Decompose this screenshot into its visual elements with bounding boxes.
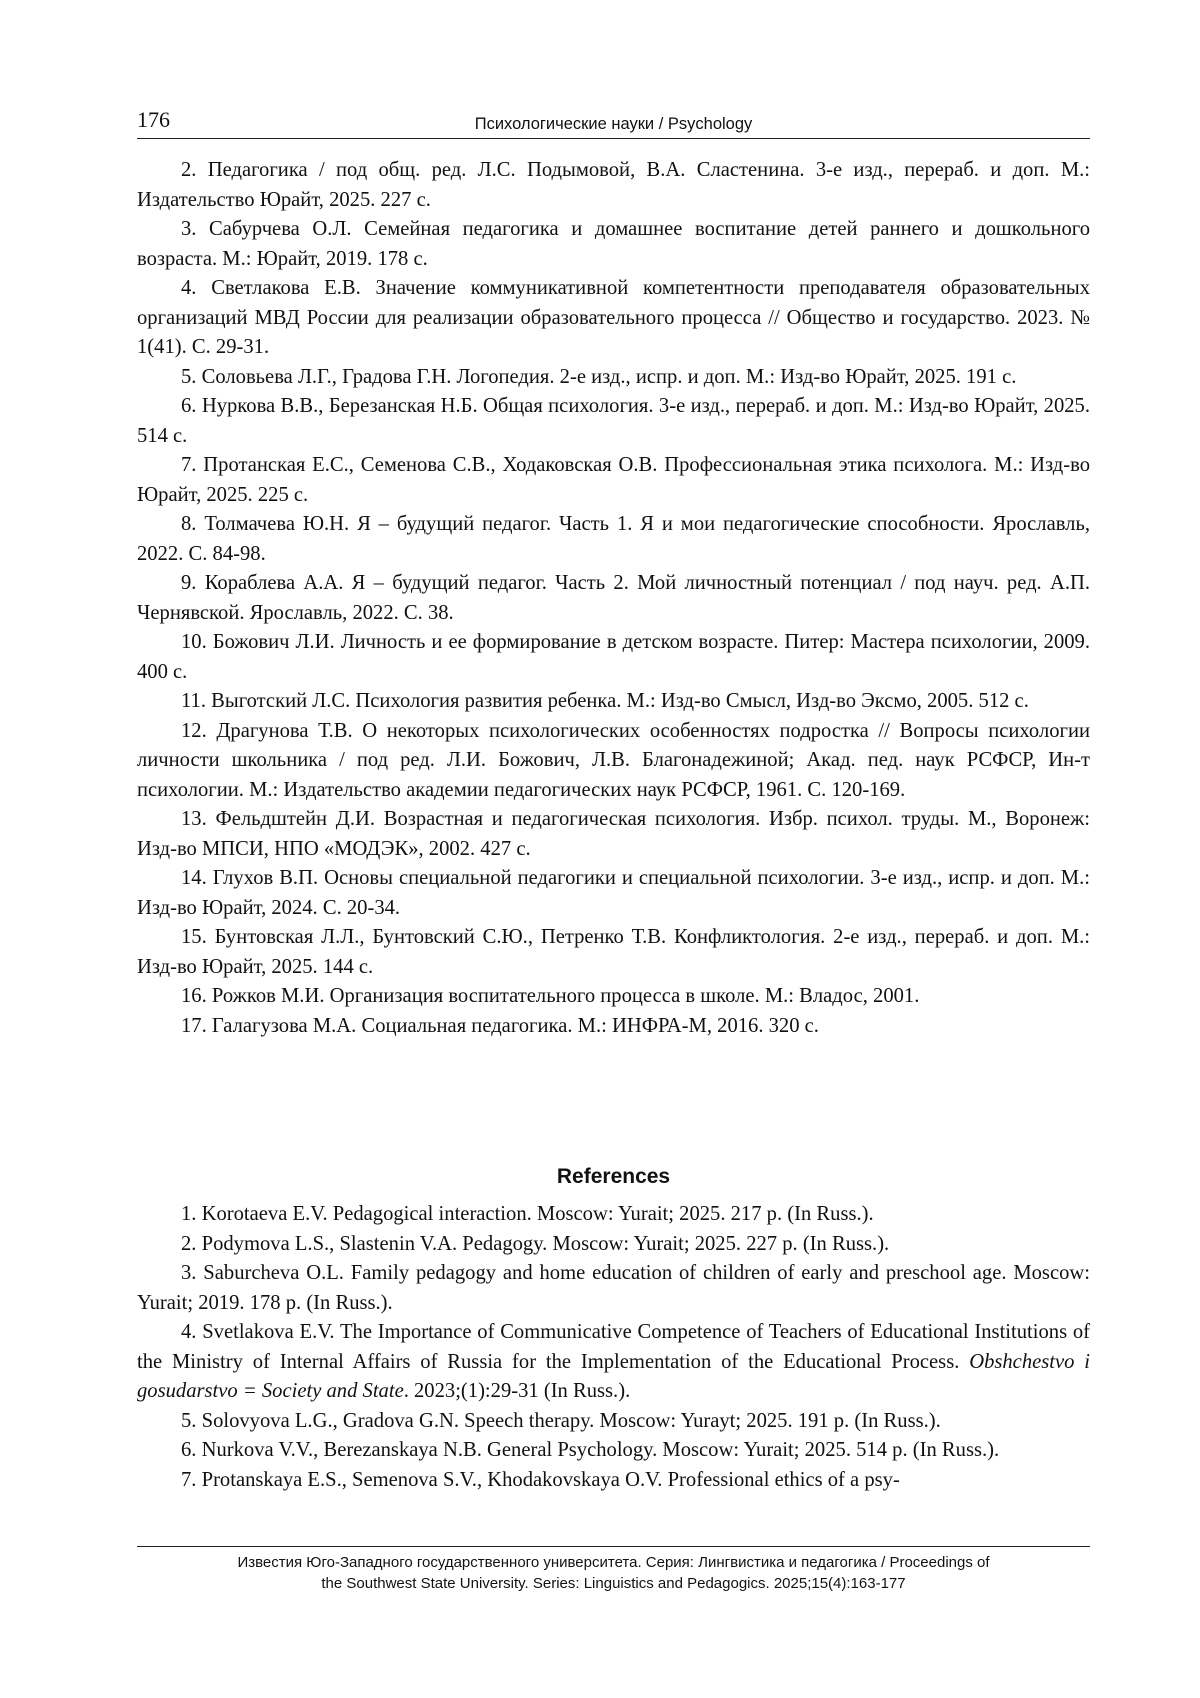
reference-item: 4. Svetlakova E.V. The Importance of Communicative Competence of Teachers of Educational Institutions of the Ministry of Internal Affairs of Russia for the Implementation of the Educational Process. Obshchestvo i gosudarstvo = Society and State. 2023;(1):29-31 (In Russ.).	[137, 1321, 1090, 1402]
footer-line-2: the Southwest State University. Series: Linguistics and Pedagogics. 2025;15(4):163-177	[321, 1575, 906, 1592]
reference-item: 5. Solovyova L.G., Gradova G.N. Speech therapy. Moscow: Yurayt; 2025. 191 p. (In Russ.).	[181, 1409, 941, 1432]
reference-item: 3. Saburcheva O.L. Family pedagogy and home education of children of early and preschool age. Moscow: Yurait; 2019. 178 p. (In Russ.).	[137, 1262, 1090, 1314]
reference-item: 6. Nurkova V.V., Berezanskaya N.B. General Psychology. Moscow: Yurait; 2025. 514 p. (In Russ.).	[181, 1439, 1000, 1461]
reference-item: 17. Галагузова М.А. Социальная педагогика. М.: ИНФРА-М, 2016. 320 с.	[181, 1014, 819, 1037]
footer-rule	[137, 1546, 1090, 1547]
reference-item: 8. Толмачева Ю.Н. Я – будущий педагог. Часть 1. Я и мои педагогические способности. Ярославль, 2022. С. 84-98.	[137, 513, 1090, 565]
reference-item: 5. Соловьева Л.Г., Градова Г.Н. Логопедия. 2-е изд., испр. и доп. М.: Изд-во Юрайт, 2025. 191 с.	[181, 365, 1017, 388]
reference-item: 10. Божович Л.И. Личность и ее формирование в детском возрасте. Питер: Мастера психологии, 2009. 400 с.	[137, 631, 1090, 683]
reference-item: 2. Педагогика / под общ. ред. Л.С. Подымовой, В.А. Сластенина. 3-е изд., перераб. и доп. М.: Издательство Юрайт, 2025. 227 с.	[137, 159, 1090, 211]
reference-item: 13. Фельдштейн Д.И. Возрастная и педагогическая психология. Избр. психол. труды. М., Воронеж: Изд-во МПСИ, НПО «МОДЭК», 2002. 427 с.	[137, 808, 1090, 860]
reference-item: 4. Светлакова Е.В. Значение коммуникативной компетентности преподавателя образовательных организаций МВД России для реализации образовательного процесса // Общество и государство. 2023. № 1(41). С. 29-31.	[137, 277, 1090, 358]
reference-item: 1. Korotaeva E.V. Pedagogical interaction. Moscow: Yurait; 2025. 217 p. (In Russ.).	[181, 1203, 874, 1225]
journal-footer	[137, 1552, 1090, 1594]
journal-title: Obshchestvo i gosudarstvo = Society and State	[137, 1350, 1090, 1402]
reference-item: 12. Драгунова Т.В. О некоторых психологических особенностях подростка // Вопросы психологии личности школьника / под ред. Л.И. Божович, Л.В. Благонадежиной; Акад. пед. наук РСФСР, Ин-т психологии. М.: Издательство академии педагогических наук РСФСР, 1961. С. 120-169.	[137, 719, 1090, 801]
reference-item: 14. Глухов В.П. Основы специальной педагогики и специальной психологии. 3-е изд., испр. и доп. М.: Изд-во Юрайт, 2024. С. 20-34.	[137, 867, 1090, 919]
references-list-english	[137, 1200, 1090, 1495]
reference-item: 3. Сабурчева О.Л. Семейная педагогика и домашнее воспитание детей раннего и дошкольного возраста. М.: Юрайт, 2019. 178 с.	[137, 218, 1090, 270]
header-rule	[137, 138, 1090, 139]
reference-item: 7. Protanskaya E.S., Semenova S.V., Khodakovskaya O.V. Professional ethics of a psy-	[181, 1468, 900, 1491]
references-heading: References	[556, 1165, 671, 1188]
reference-item: 11. Выготский Л.С. Психология развития ребенка. М.: Изд-во Смысл, Изд-во Эксмо, 2005. 512 с.	[181, 690, 1029, 712]
footer-line-1: Известия Юго-Западного государственного университета. Серия: Лингвистика и педагогика / Proceedings of	[237, 1554, 990, 1571]
reference-item: 9. Кораблева А.А. Я – будущий педагог. Часть 2. Мой личностный потенциал / под науч. ред. А.П. Чернявской. Ярославль, 2022. С. 38.	[137, 572, 1090, 624]
reference-item: 16. Рожков М.И. Организация воспитательного процесса в школе. М.: Владос, 2001.	[181, 985, 920, 1007]
reference-item: 15. Бунтовская Л.Л., Бунтовский С.Ю., Петренко Т.В. Конфликтология. 2-е изд., перераб. и доп. М.: Изд-во Юрайт, 2025. 144 с.	[137, 926, 1090, 978]
page-number: 176	[137, 107, 170, 132]
reference-item: 6. Нуркова В.В., Березанская Н.Б. Общая психология. 3-е изд., перераб. и доп. М.: Изд-во Юрайт, 2025. 514 с.	[137, 395, 1090, 447]
references-list-russian	[137, 156, 1090, 1041]
reference-item: 2. Podymova L.S., Slastenin V.A. Pedagogy. Moscow: Yurait; 2025. 227 p. (In Russ.).	[181, 1232, 890, 1255]
reference-item: 7. Протанская Е.С., Семенова С.В., Ходаковская О.В. Профессиональная этика психолога. М.: Изд-во Юрайт, 2025. 225 с.	[137, 454, 1090, 506]
running-title: Психологические науки / Psychology	[474, 115, 753, 133]
